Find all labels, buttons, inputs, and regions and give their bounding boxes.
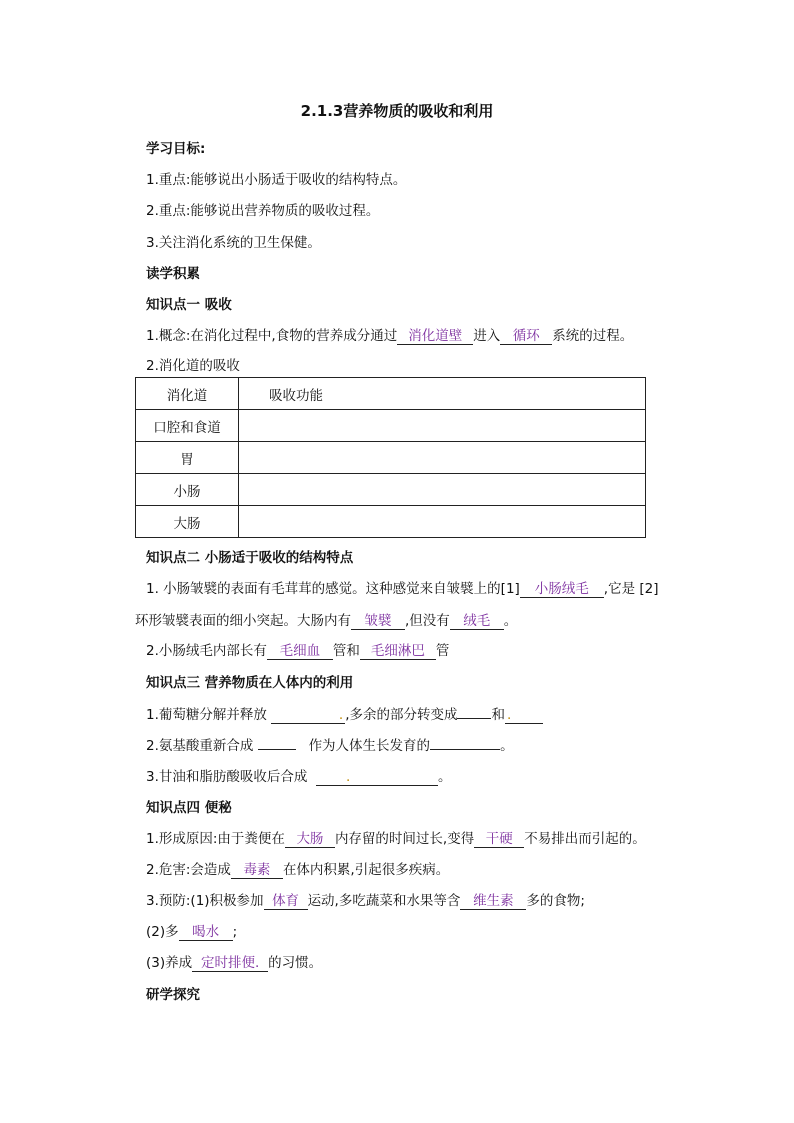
table-row xyxy=(136,410,646,442)
text: 2.危害:会造成 xyxy=(146,862,231,878)
text: 运动,多吃蔬菜和水果等含 xyxy=(307,893,461,909)
text: ,它是 [2] xyxy=(603,581,659,597)
answer-blank: 体育 xyxy=(264,894,308,910)
table-header: 吸收功能 xyxy=(239,378,646,410)
text: 。 xyxy=(500,738,514,754)
text: 管和 xyxy=(332,643,360,659)
table-cell-empty xyxy=(239,442,646,474)
absorption-table xyxy=(135,377,646,538)
text: 2.小肠绒毛内部长有 xyxy=(146,643,267,659)
kp4-heading: 知识点四 便秘 xyxy=(146,800,232,816)
text: 1.葡萄糖分解并释放 xyxy=(146,707,267,723)
answer-blank: 定时排便. xyxy=(192,956,268,972)
kp3-line xyxy=(146,765,451,786)
table-cell: 大肠 xyxy=(136,506,239,538)
answer-blank xyxy=(258,749,296,750)
text: 作为人体生长发育的 xyxy=(308,738,431,754)
answer-blank: 毛细血 xyxy=(267,644,333,660)
text: ,多余的部分转变成 xyxy=(345,707,458,723)
kp1-heading: 知识点一 吸收 xyxy=(146,297,232,313)
table-header: 消化道 xyxy=(136,378,239,410)
table-cell: 胃 xyxy=(136,442,239,474)
text: 3.预防:(1)积极参加 xyxy=(146,893,264,909)
text: 进入 xyxy=(473,328,501,344)
text: (3)养成 xyxy=(146,955,193,971)
text: 在体内积累,引起很多疾病。 xyxy=(282,862,450,878)
kp3-line xyxy=(146,703,543,724)
dot-mark: . xyxy=(345,769,351,785)
table-cell: 小肠 xyxy=(136,474,239,506)
answer-blank xyxy=(271,708,345,724)
objective-item: 1.重点:能够说出小肠适于吸收的结构特点。 xyxy=(146,172,407,188)
text: 。 xyxy=(503,613,518,629)
dot-mark: . xyxy=(338,707,344,723)
table-row xyxy=(136,474,646,506)
answer-blank: 维生素 xyxy=(460,894,526,910)
text: 管 xyxy=(435,643,450,659)
text: 的习惯。 xyxy=(268,955,323,971)
answer-blank xyxy=(505,708,543,724)
kp2-line xyxy=(146,577,659,598)
objective-item: 2.重点:能够说出营养物质的吸收过程。 xyxy=(146,203,380,219)
answer-blank xyxy=(430,749,500,750)
text: 2.氨基酸重新合成 xyxy=(146,738,254,754)
kp4-line xyxy=(146,858,449,879)
table-cell-empty xyxy=(239,474,646,506)
table-row xyxy=(136,506,646,538)
table-cell-empty xyxy=(239,506,646,538)
text: 内存留的时间过长,变得 xyxy=(334,831,475,847)
objectives-heading: 学习目标: xyxy=(146,141,206,157)
page-title: 2.1.3营养物质的吸收和利用 xyxy=(300,102,494,120)
table-row xyxy=(136,378,646,410)
dot-mark: . xyxy=(506,707,512,723)
text: ; xyxy=(232,924,238,940)
answer-blank: 干硬 xyxy=(474,832,524,848)
text: 。 xyxy=(437,769,452,785)
kp3-heading: 知识点三 营养物质在人体内的利用 xyxy=(146,675,354,691)
text: 1.概念:在消化过程中,食物的营养成分通过 xyxy=(146,328,398,344)
kp2-line xyxy=(135,609,517,630)
table-cell-empty xyxy=(239,410,646,442)
table-caption: 2.消化道的吸收 xyxy=(146,358,240,374)
kp4-line xyxy=(146,889,585,910)
answer-blank: 喝水 xyxy=(179,925,233,941)
reading-heading: 读学积累 xyxy=(146,266,200,282)
kp4-line xyxy=(146,920,237,941)
text: 系统的过程。 xyxy=(552,328,634,344)
answer-blank: 消化道壁 xyxy=(397,329,473,345)
objective-item: 3.关注消化系统的卫生保健。 xyxy=(146,235,321,251)
answer-blank: 循环 xyxy=(500,329,552,345)
answer-blank: 毛细淋巴 xyxy=(360,644,436,660)
text: 多的食物; xyxy=(526,893,585,909)
research-heading: 研学探究 xyxy=(146,987,200,1003)
answer-blank: 大肠 xyxy=(285,832,335,848)
answer-blank xyxy=(316,770,438,786)
kp4-line xyxy=(146,827,646,848)
answer-blank: 毒素 xyxy=(231,863,283,879)
answer-blank: 小肠绒毛 xyxy=(520,582,604,598)
kp1-concept xyxy=(146,324,633,345)
kp4-line xyxy=(146,951,322,972)
kp3-line xyxy=(146,734,514,754)
kp2-line xyxy=(146,639,449,660)
answer-blank: 皱襞 xyxy=(351,614,405,630)
kp2-heading: 知识点二 小肠适于吸收的结构特点 xyxy=(146,550,354,566)
text: 环形皱襞表面的细小突起。大肠内有 xyxy=(135,613,351,629)
answer-blank: 绒毛 xyxy=(450,614,504,630)
text: 1. 小肠皱襞的表面有毛茸茸的感觉。这种感觉来自皱襞上的[1] xyxy=(146,581,520,597)
text: (2)多 xyxy=(146,924,179,940)
text: 3.甘油和脂肪酸吸收后合成 xyxy=(146,769,308,785)
answer-blank xyxy=(457,718,491,719)
text: ,但没有 xyxy=(405,613,450,629)
text: 1.形成原因:由于粪便在 xyxy=(146,831,285,847)
text: 不易排出而引起的。 xyxy=(524,831,646,847)
text: 和 xyxy=(491,707,505,723)
table-row xyxy=(136,442,646,474)
table-cell: 口腔和食道 xyxy=(136,410,239,442)
